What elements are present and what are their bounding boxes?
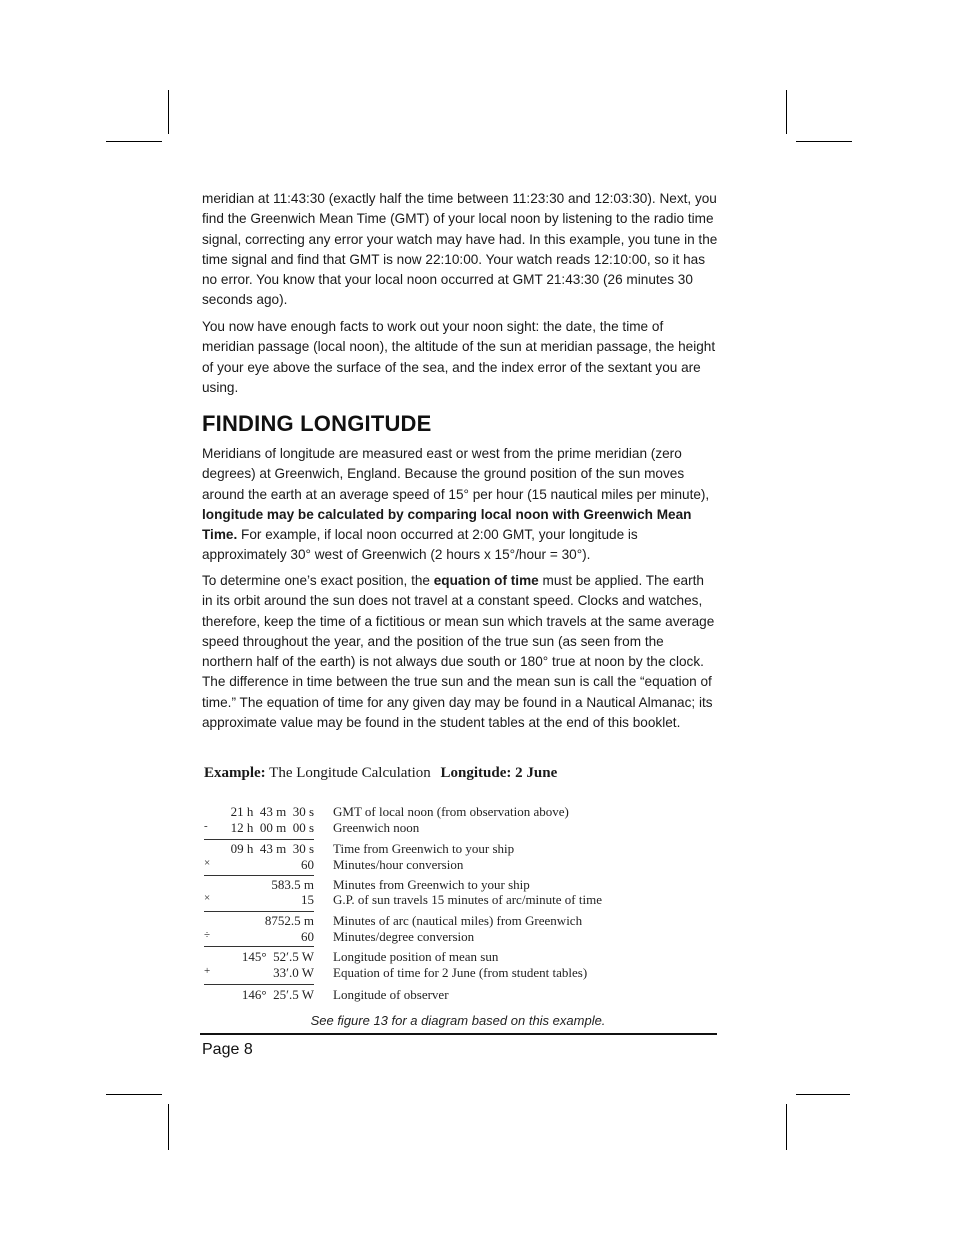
calc-description: Equation of time for 2 June (from student tables) xyxy=(333,965,588,980)
text-run: Meridians of longitude are measured east or west from the prime meridian (zero degrees) at Greenwich, England. Because the ground position of the sun moves around the earth at an average speed of 15° per hour (15 nautical miles per minute), xyxy=(202,446,710,502)
calc-row xyxy=(200,949,660,965)
sum-rule xyxy=(204,875,314,876)
calc-value: 09 h 43 m 30 s xyxy=(230,841,314,856)
calc-description: Longitude of observer xyxy=(333,987,449,1002)
text-run: must be applied. The earth in its orbit around the sun does not travel at a constant speed. Clocks and watches, therefore, keep the time of a fictitious or mean sun which travels at the same average speed throughout the year, and the position of the true sun (as seen from the northern half of the earth) is not always due south or 180° true at noon by the clock. The difference in time between the true sun and the mean sun is call the “equation of time.” The equation of time for any given day may be found in a Nautical Almanac; its approximate value may be found in the student tables at the end of this booklet. xyxy=(202,573,715,731)
calc-value: 146° 25′.5 W xyxy=(241,987,314,1002)
sum-rule xyxy=(204,984,314,985)
calc-description: Minutes/hour conversion xyxy=(333,857,464,872)
calc-description: Time from Greenwich to your ship xyxy=(333,841,515,856)
calc-operator: - xyxy=(204,820,208,832)
calc-description: Minutes/degree conversion xyxy=(333,929,475,944)
text-run: For example, if local noon occurred at 2:00 GMT, your longitude is approximately 30° west of Greenwich (2 hours x 15°/hour = 30°). xyxy=(202,527,638,563)
crop-mark xyxy=(786,90,787,134)
paragraph-equation-of-time xyxy=(202,571,718,733)
example-title xyxy=(204,765,557,782)
calc-row xyxy=(200,913,660,929)
calc-row xyxy=(200,877,660,893)
calc-value: 145° 52′.5 W xyxy=(241,949,314,964)
calc-value: 21 h 43 m 30 s xyxy=(230,804,314,819)
example-label: Example: xyxy=(204,765,266,781)
calc-value: 8752.5 m xyxy=(264,913,314,928)
calc-row xyxy=(200,987,660,1003)
calc-description: Longitude position of mean sun xyxy=(333,949,499,964)
example-longitude-label: Longitude: 2 June xyxy=(440,765,558,781)
calc-value: 12 h 00 m 00 s xyxy=(230,820,314,835)
calc-operator: × xyxy=(204,892,211,904)
page-number: Page 8 xyxy=(202,1041,253,1058)
calc-row xyxy=(200,929,660,945)
calc-description: Minutes of arc (nautical miles) from Greenwich xyxy=(333,913,583,928)
sum-rule xyxy=(204,839,314,840)
calc-value: 15 xyxy=(301,892,314,907)
calc-value: 583.5 m xyxy=(271,877,314,892)
crop-mark xyxy=(796,1094,850,1095)
example-title-text: The Longitude Calculation xyxy=(269,765,431,781)
bold-text: equation of time xyxy=(433,573,539,588)
body-paragraph xyxy=(202,317,718,398)
calc-description: Minutes from Greenwich to your ship xyxy=(333,877,530,892)
sum-rule xyxy=(204,946,314,947)
calc-operator: ÷ xyxy=(204,929,211,941)
figure-caption: See figure 13 for a diagram based on this example. xyxy=(310,1013,606,1028)
calc-operator: + xyxy=(204,965,211,977)
calc-description: GMT of local noon (from observation above) xyxy=(333,804,569,819)
crop-mark xyxy=(786,1104,787,1150)
sum-rule xyxy=(204,911,314,912)
calc-row xyxy=(200,892,660,908)
calc-description: G.P. of sun travels 15 minutes of arc/minute of time xyxy=(333,892,602,907)
calc-description: Greenwich noon xyxy=(333,820,420,835)
crop-mark xyxy=(106,141,162,142)
calc-row xyxy=(200,965,660,981)
crop-mark xyxy=(168,1104,169,1150)
paragraph-noon-sight: You now have enough facts to work out your noon sight: the date, the time of meridian passage (local noon), the altitude of the sun at meridian passage, the height of your eye above the surface of the sea, and the index error of the sextant you are using. xyxy=(202,319,716,395)
body-paragraph xyxy=(202,189,718,311)
footer-rule xyxy=(200,1033,717,1035)
crop-mark xyxy=(796,141,852,142)
paragraph-longitude-intro xyxy=(202,444,718,566)
calc-row xyxy=(200,857,660,873)
calc-row xyxy=(200,820,660,836)
crop-mark xyxy=(106,1094,162,1095)
text-run: To determine one’s exact position, the xyxy=(202,573,434,588)
bold-text: longitude may be calculated by comparing local noon with Greenwich Mean Time. xyxy=(202,506,692,543)
crop-mark xyxy=(168,90,169,134)
calc-value: 60 xyxy=(301,929,314,944)
calc-row xyxy=(200,804,660,820)
calc-operator: × xyxy=(204,857,211,869)
calc-value: 33′.0 W xyxy=(273,965,314,980)
calc-value: 60 xyxy=(301,857,314,872)
calc-row xyxy=(200,841,660,857)
section-heading: FINDING LONGITUDE xyxy=(202,411,432,436)
paragraph-meridian: meridian at 11:43:30 (exactly half the time between 11:23:30 and 12:03:30). Next, you find the Greenwich Mean Time (GMT) of your local noon by listening to the radio time signal, correcting any error your watch may have had. In this example, you tune in the time signal and find that GMT is now 22:10:00. Your watch reads 12:10:00, so it has no error. You know that your local noon occurred at GMT 21:43:30 (26 minutes 30 seconds ago). xyxy=(202,191,718,308)
